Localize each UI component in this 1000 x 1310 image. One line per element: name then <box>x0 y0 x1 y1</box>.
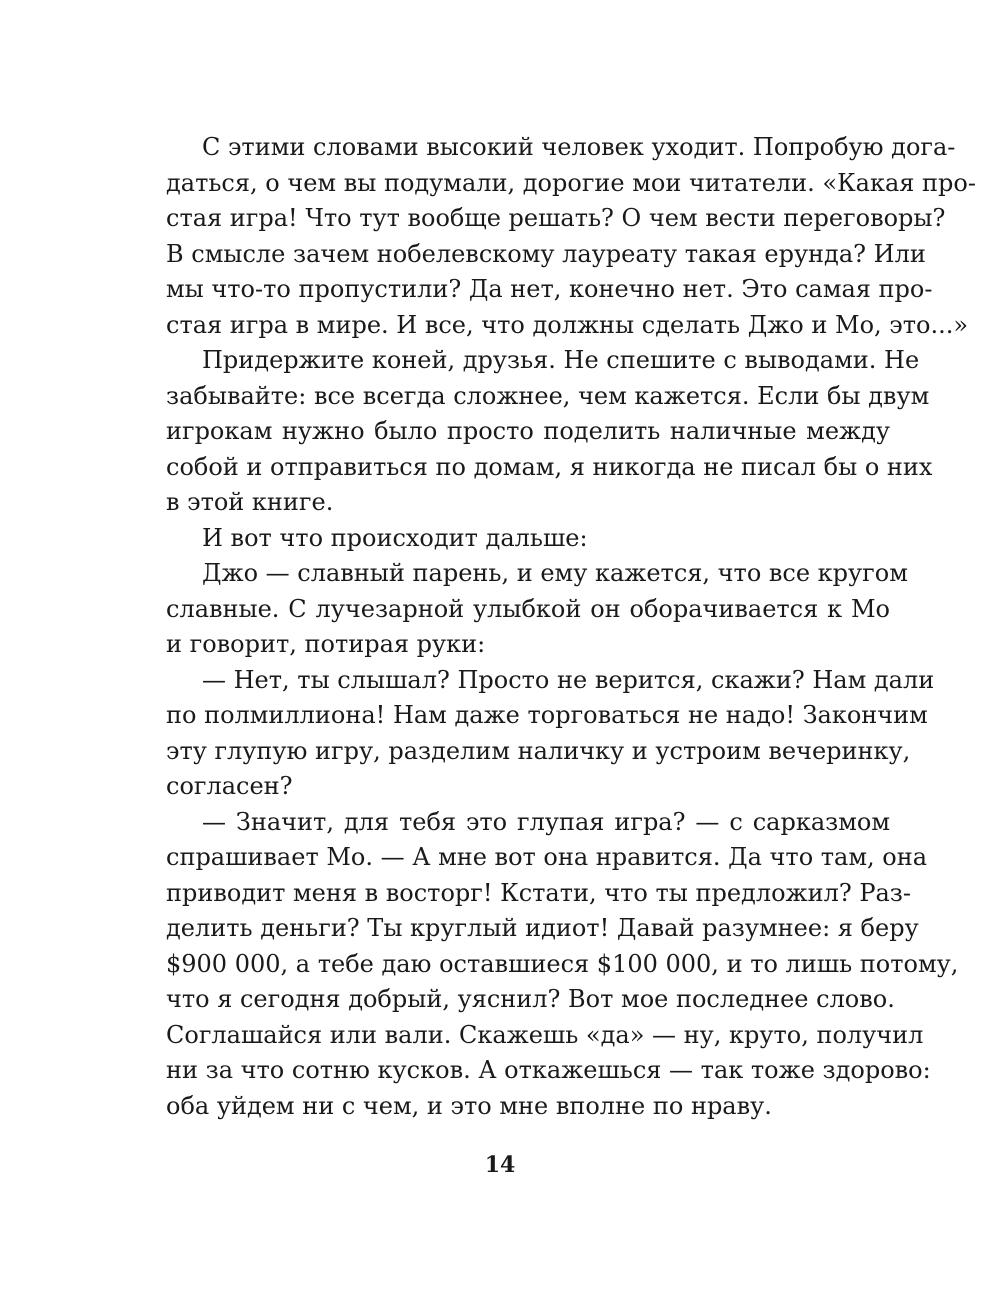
paragraph <box>166 805 959 1125</box>
text-line: даться, о чем вы подумали, дорогие мои читатели. «Какая про- <box>166 168 976 197</box>
text-line: приводит меня в восторг! Кстати, что ты предложил? Раз- <box>166 878 911 907</box>
text-line: Соглашайся или вали. Скажешь «да» — ну, круто, получил <box>166 1020 924 1049</box>
text-line: мы что-то пропустили? Да нет, конечно нет. Это самая про- <box>166 275 933 303</box>
paragraph <box>166 343 933 521</box>
text-line: Придержите коней, друзья. Не спешите с выводами. Не <box>202 346 920 374</box>
text-line: $900 000, а тебе даю оставшиеся $100 000, и то лишь потому, <box>166 949 959 978</box>
text-line: — Значит, для тебя это глупая игра? — с сарказмом <box>202 807 890 836</box>
text-line: оба уйдем ни с чем, и это мне вполне по нраву. <box>166 1091 772 1120</box>
text-line: и говорит, потирая руки: <box>166 630 486 658</box>
text-line: в этой книге. <box>166 488 334 516</box>
text-line: В смысле зачем нобелевскому лауреату такая ерунда? Или <box>166 239 926 268</box>
paragraph <box>166 663 935 805</box>
text-line: С этими словами высокий человек уходит. Попробую дога- <box>202 133 956 161</box>
text-line: — Нет, ты слышал? Просто не верится, скажи? Нам дали <box>202 665 935 694</box>
text-line: по полмиллиона! Нам даже торговаться не надо! Закончим <box>166 701 928 729</box>
paragraph <box>166 521 890 557</box>
text-line: славные. С лучезарной улыбкой он оборачивается к Мо <box>166 594 890 623</box>
page-number: 14 <box>484 1152 516 1178</box>
text-line: стая игра! Что тут вообще решать? О чем вести переговоры? <box>166 204 946 232</box>
text-line: игрокам нужно было просто поделить наличные между <box>166 417 890 445</box>
paragraph <box>166 130 976 343</box>
text-line: И вот что происходит дальше: <box>202 523 588 552</box>
text-line: забывайте: все всегда сложнее, чем кажется. Если бы двум <box>166 381 930 410</box>
text-line: Джо — славный парень, и ему кажется, что все кругом <box>202 559 908 587</box>
text-line: ни за что сотню кусков. А откажешься — так тоже здорово: <box>166 1056 931 1084</box>
text-line: эту глупую игру, разделим наличку и устроим вечеринку, <box>166 736 911 765</box>
text-line: делить деньги? Ты круглый идиот! Давай разумнее: я беру <box>166 914 919 942</box>
body-text <box>166 130 976 1124</box>
paragraph <box>166 556 908 663</box>
text-line: собой и отправиться по домам, я никогда не писал бы о них <box>166 452 933 481</box>
text-line: согласен? <box>166 772 293 800</box>
text-line: спрашивает Мо. — А мне вот она нравится. Да что там, она <box>166 843 928 871</box>
text-line: стая игра в мире. И все, что должны сделать Джо и Мо, это...» <box>166 310 969 339</box>
text-line: что я сегодня добрый, уяснил? Вот мое последнее слово. <box>166 985 895 1013</box>
